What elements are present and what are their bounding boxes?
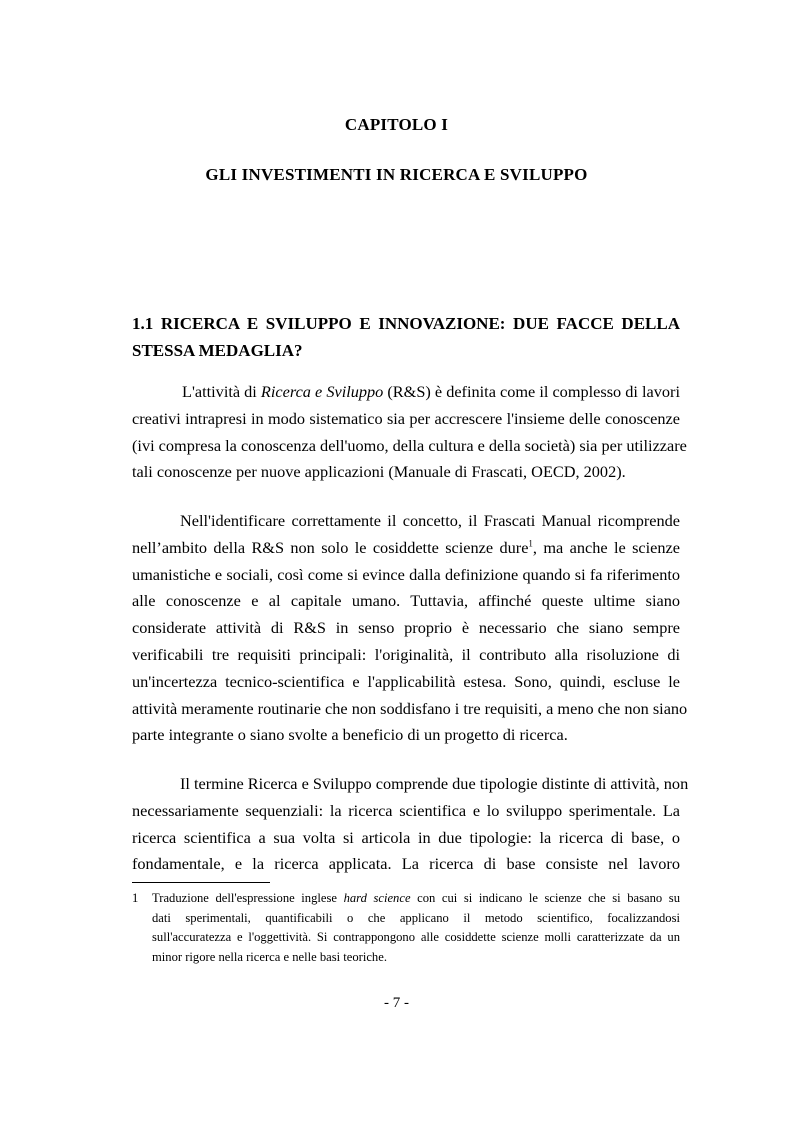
paragraph-line: L'attività di Ricerca e Sviluppo (R&S) è definita come il complesso di lavori — [182, 382, 680, 401]
paragraph-line: umanistiche e sociali, così come si evince dalla definizione quando si fa riferimento — [132, 564, 680, 584]
paragraph-line: verificabili tre requisiti principali: l'originalità, il contributo alla risoluzione di — [132, 644, 680, 664]
paragraph-line: Il termine Ricerca e Sviluppo comprende due tipologie distinte di attività, non — [180, 774, 689, 793]
footnote-line: dati sperimentali, quantificabili o che applicano il metodo scientifico, focalizzandosi — [152, 910, 680, 925]
paragraph-line: creativi intrapresi in modo sistematico sia per accrescere l'insieme delle conoscenze — [132, 408, 680, 428]
footnote-line: minor rigore nella ricerca e nelle basi teoriche. — [152, 949, 387, 964]
footnote-reference: 1 — [528, 538, 533, 549]
paragraph-line: alle conoscenze e al capitale umano. Tuttavia, affinché queste ultime siano — [132, 591, 680, 611]
section-heading-line: STESSA MEDAGLIA? — [132, 341, 303, 360]
paragraph-1 — [132, 379, 687, 486]
paragraph-line: un'incertezza tecnico-scientifica e l'applicabilità estesa. Sono, quindi, escluse le — [132, 671, 680, 691]
footnote-line: sull'accuratezza e l'oggettività. Si contrappongono alle cosiddette scienze molli caratterizzate da un — [152, 930, 680, 944]
footnote-line: Traduzione dell'espressione inglese hard science con cui si indicano le scienze che si basano su — [152, 891, 680, 905]
section-heading — [132, 310, 680, 364]
footnote — [132, 889, 680, 967]
paragraph-line: considerate attività di R&S in senso proprio è necessario che siano sempre — [132, 618, 680, 638]
page-number: - 7 - — [384, 995, 409, 1011]
paragraph-line: Nell'identificare correttamente il concetto, il Frascati Manual ricomprende — [180, 511, 680, 530]
paragraph-line: attività meramente routinarie che non soddisfano i tre requisiti, a meno che non siano — [132, 698, 688, 718]
paragraph-line: tali conoscenze per nuove applicazioni (Manuale di Frascati, OECD, 2002). — [132, 462, 626, 482]
paragraph-2 — [132, 508, 688, 749]
paragraph-line: nell’ambito della R&S non solo le cosiddette scienze dure$^1$, ma anche le scienze — [132, 537, 680, 557]
paragraph-line: (ivi compresa la conoscenza dell'uomo, della cultura e della società) sia per utilizzare — [132, 435, 687, 455]
paragraph-line: ricerca scientifica a sua volta si articola in due tipologie: la ricerca di base, o — [132, 827, 680, 847]
chapter-title: GLI INVESTIMENTI IN RICERCA E SVILUPPO — [205, 165, 588, 184]
footnote-number: 1 — [132, 891, 139, 905]
paragraph-line: necessariamente sequenziali: la ricerca scientifica e lo sviluppo sperimentale. La — [132, 800, 680, 820]
paragraph-3 — [132, 771, 689, 878]
paragraph-line: fondamentale, e la ricerca applicata. La ricerca di base consiste nel lavoro — [132, 854, 680, 874]
chapter-label: CAPITOLO I — [344, 115, 449, 134]
footnote-separator — [132, 882, 270, 883]
paragraph-line: parte integrante o siano svolte a beneficio di un progetto di ricerca. — [132, 725, 568, 745]
section-heading-line: 1.1 RICERCA E SVILUPPO E INNOVAZIONE: DUE FACCE DELLA — [132, 314, 680, 333]
